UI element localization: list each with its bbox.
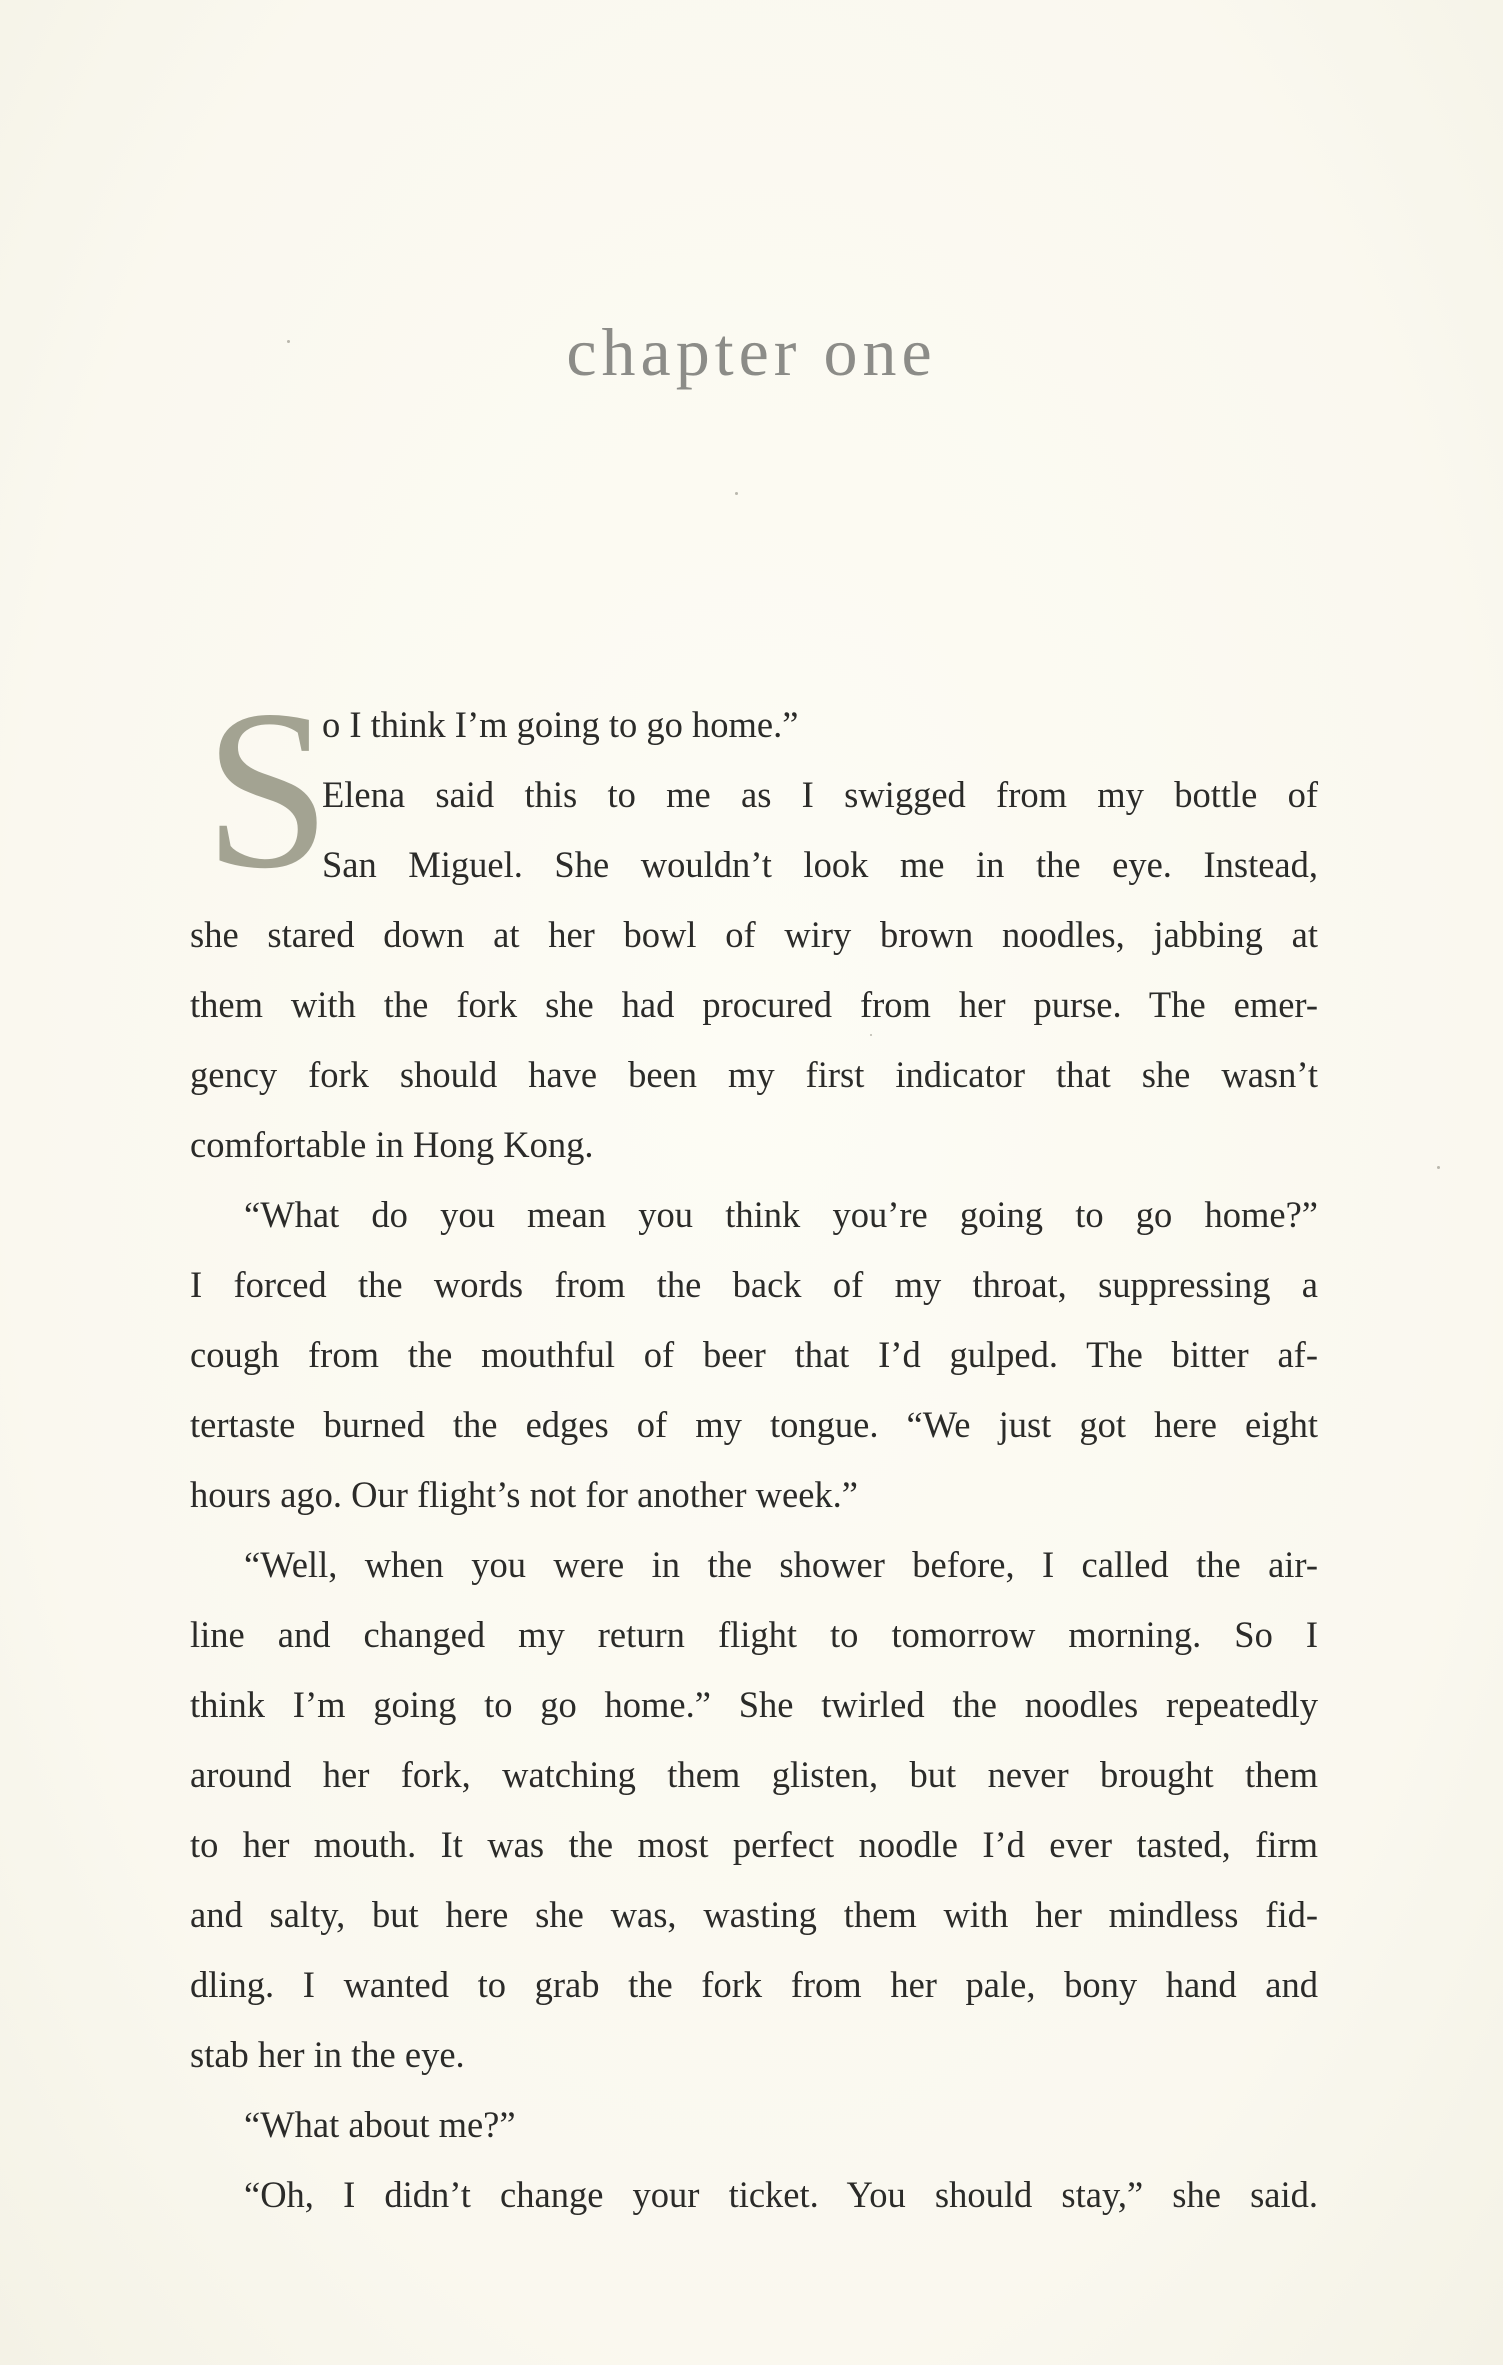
text-line: San Miguel. She wouldn’t look me in the eye. Instead, — [322, 844, 1318, 885]
text-line: “What do you mean you think you’re going to go home?” — [244, 1194, 1318, 1235]
text-line: line and changed my return flight to tomorrow morning. So I — [190, 1614, 1318, 1655]
text-line: tertaste burned the edges of my tongue. “We just got here eight — [190, 1404, 1318, 1445]
paper-speck — [1437, 1166, 1440, 1169]
text-line: “Well, when you were in the shower before, I called the air- — [244, 1544, 1318, 1585]
text-line: hours ago. Our flight’s not for another week.” — [190, 1474, 858, 1515]
drop-cap: S — [204, 664, 331, 916]
text-line: think I’m going to go home.” She twirled the noodles repeatedly — [190, 1684, 1318, 1725]
chapter-title: chapter one — [566, 314, 937, 390]
paper-speck — [287, 340, 290, 343]
text-line: o I think I’m going to go home.” — [322, 704, 799, 745]
text-line: them with the fork she had procured from her purse. The emer- — [190, 984, 1318, 1025]
paper-speck — [735, 492, 738, 495]
text-line: dling. I wanted to grab the fork from her pale, bony hand and — [190, 1964, 1318, 2005]
text-line: to her mouth. It was the most perfect noodle I’d ever tasted, firm — [190, 1824, 1318, 1865]
text-line: comfortable in Hong Kong. — [190, 1124, 594, 1165]
text-line: she stared down at her bowl of wiry brown noodles, jabbing at — [190, 914, 1318, 955]
text-line: cough from the mouthful of beer that I’d gulped. The bitter af- — [190, 1334, 1318, 1375]
text-line: “What about me?” — [244, 2104, 516, 2145]
text-line: gency fork should have been my first indicator that she wasn’t — [190, 1054, 1318, 1095]
text-line: I forced the words from the back of my throat, suppressing a — [190, 1264, 1318, 1305]
text-line: and salty, but here she was, wasting them with her mindless fid- — [190, 1894, 1318, 1935]
text-line: around her fork, watching them glisten, but never brought them — [190, 1754, 1318, 1795]
text-line: “Oh, I didn’t change your ticket. You should stay,” she said. — [244, 2174, 1318, 2215]
text-line: stab her in the eye. — [190, 2034, 465, 2075]
paper-speck — [870, 1034, 872, 1036]
text-line: Elena said this to me as I swigged from my bottle of — [322, 774, 1318, 815]
